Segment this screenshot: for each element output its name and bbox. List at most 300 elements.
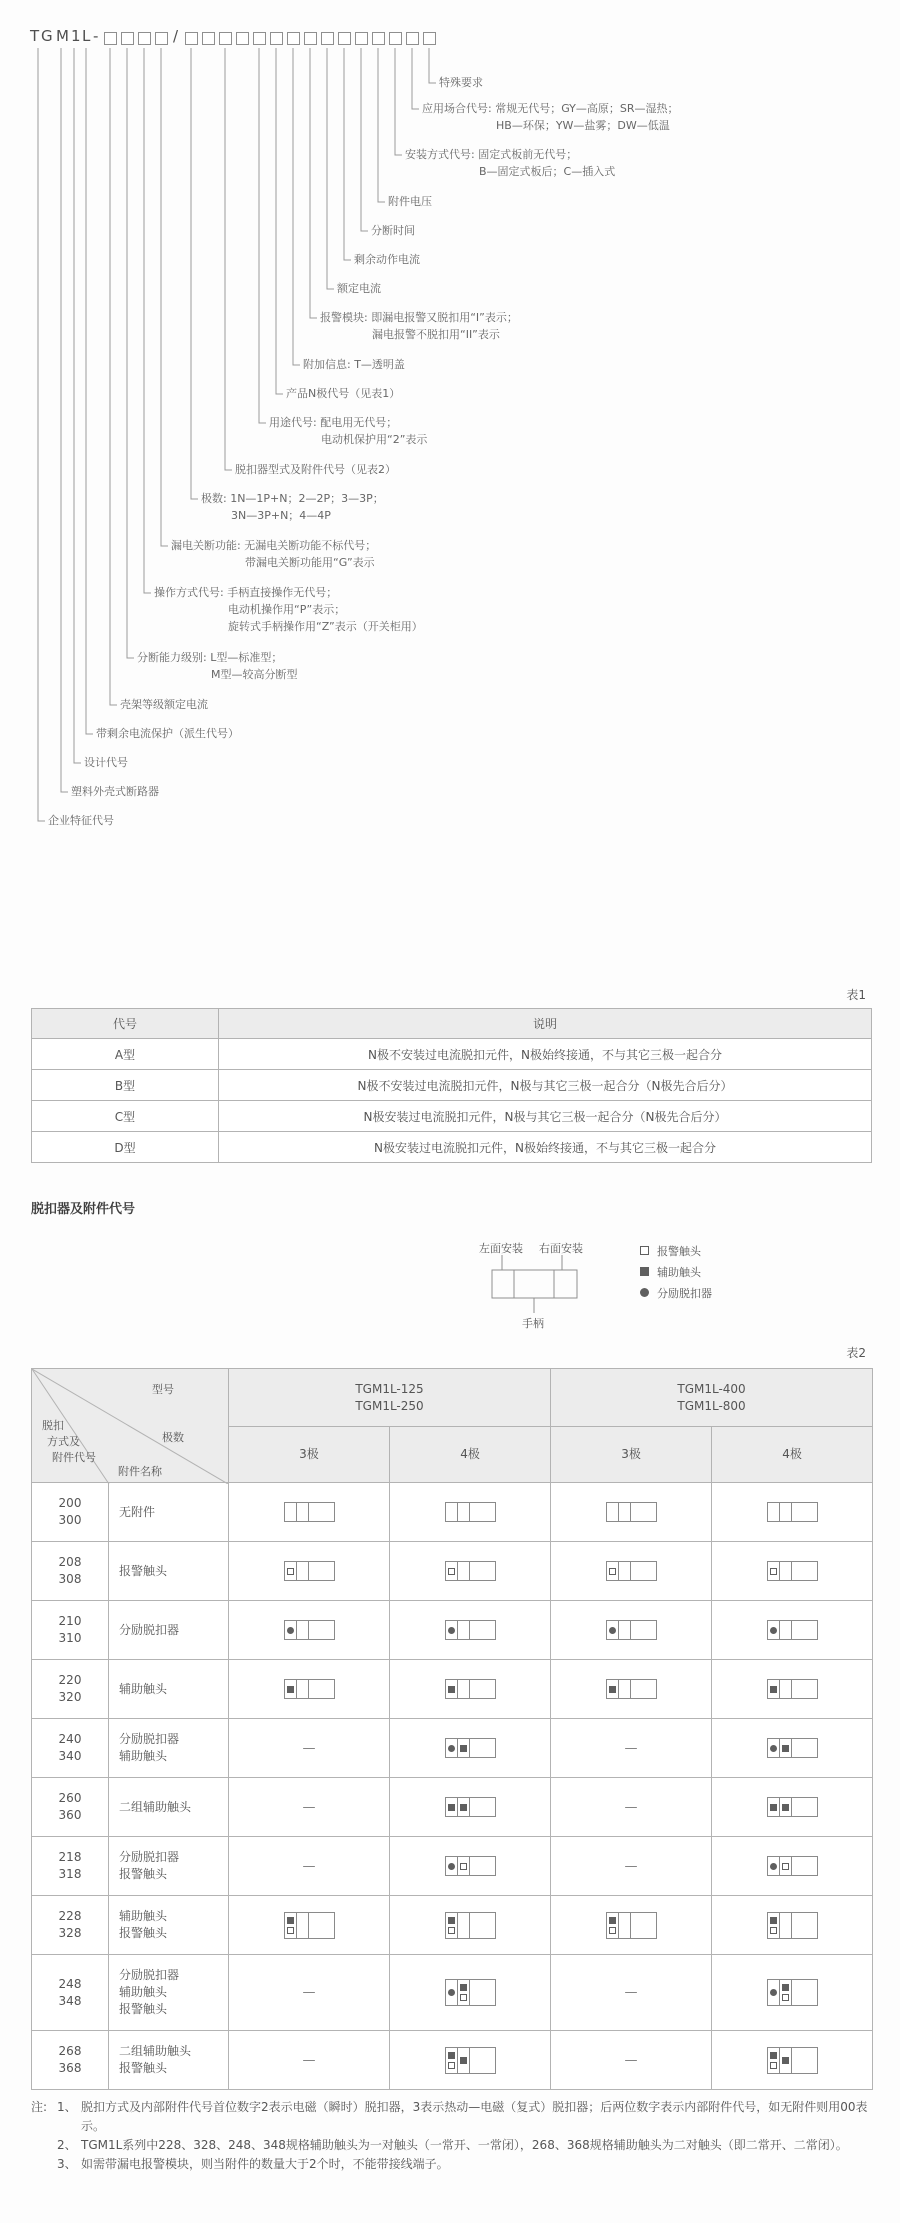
code-label-line: 设计代号 <box>84 756 128 769</box>
code-label-line: 3N—3P+N；4—4P <box>231 509 331 522</box>
model-code-char: T <box>30 27 40 45</box>
note-text: 脱扣方式及内部附件代号首位数字2表示电磁（瞬时）脱扣器，3表示热动—电磁（复式）脱扣器；后两位数字表示内部附件代号，如无附件则用00表示。 <box>81 2100 868 2133</box>
alarm-icon <box>640 1246 649 1255</box>
code-label <box>422 100 679 134</box>
configuration-cell: — <box>551 1837 712 1896</box>
icon-body <box>791 1620 818 1640</box>
note-item <box>57 2155 876 2174</box>
trip-code-cell <box>32 1837 109 1896</box>
trip-code-cell <box>32 1542 109 1601</box>
table2-row <box>32 1483 873 1542</box>
note-item <box>57 2136 876 2155</box>
configuration-cell <box>229 1483 390 1542</box>
model-code-char: M <box>56 27 69 45</box>
model-code-box <box>423 32 436 45</box>
trip-code: 268 <box>58 2044 82 2058</box>
model-code-box <box>236 32 249 45</box>
configuration-cell <box>390 1601 551 1660</box>
aux-symbol <box>460 1984 467 1991</box>
code-label <box>303 356 405 373</box>
icon-body <box>308 1561 335 1581</box>
model-code-box <box>155 32 168 45</box>
trip-code: 368 <box>58 2061 82 2075</box>
pole-header: 3极 <box>551 1427 712 1483</box>
aux-symbol <box>609 1686 616 1693</box>
table1-row <box>32 1039 872 1070</box>
model-name: TGM1L-125 <box>355 1381 424 1396</box>
connector-line <box>74 48 81 763</box>
accessory-name-line: 分励脱扣器 <box>119 1968 180 1982</box>
configuration-cell <box>390 1778 551 1837</box>
alarm-symbol <box>448 2062 455 2069</box>
configuration-cell <box>712 1483 873 1542</box>
shunt-symbol <box>770 1863 777 1870</box>
model-code-box <box>138 32 151 45</box>
accessory-section-heading: 脱扣器及附件代号 <box>31 1202 136 1217</box>
accessory-name-cell <box>109 1601 229 1660</box>
model-code-box <box>304 32 317 45</box>
table1-row <box>32 1132 872 1163</box>
table2-corner <box>32 1369 229 1483</box>
accessory-name-line: 报警触头 <box>119 1867 168 1881</box>
aux-symbol <box>460 1745 467 1752</box>
accessory-name-cell <box>109 1837 229 1896</box>
trip-code: 308 <box>58 1572 82 1586</box>
breaker-accessory-icon <box>445 1679 496 1699</box>
code-label-line: 产品N极代号（见表1） <box>286 387 401 400</box>
alarm-symbol <box>782 1863 789 1870</box>
code-label <box>320 309 518 343</box>
configuration-cell <box>712 1955 873 2031</box>
table2-row <box>32 1955 873 2031</box>
breaker-accessory-icon <box>284 1912 335 1939</box>
icon-body <box>791 1856 818 1876</box>
breaker-accessory-icon <box>445 1620 496 1640</box>
aux-symbol <box>782 1745 789 1752</box>
code-label-line: M型—较高分断型 <box>211 668 298 681</box>
breaker-accessory-icon <box>284 1679 335 1699</box>
model-name: TGM1L-250 <box>355 1398 424 1413</box>
alarm-symbol <box>609 1568 616 1575</box>
trip-code: 210 <box>58 1614 82 1628</box>
trip-code: 240 <box>58 1732 82 1746</box>
accessory-name-line: 二组辅助触头 <box>119 2044 192 2058</box>
model-code-box <box>202 32 215 45</box>
code-label-line: 电动机保护用“2”表示 <box>321 433 428 446</box>
configuration-cell <box>712 2031 873 2090</box>
connector-line <box>127 48 134 658</box>
icon-body <box>791 1912 818 1939</box>
configuration-cell <box>390 1896 551 1955</box>
table1 <box>31 1008 872 1163</box>
shunt-symbol <box>448 1989 455 1996</box>
code-label-line: 极数: 1N—1P+N；2—2P；3—3P； <box>201 492 384 505</box>
n-pole-type-cell: A型 <box>32 1039 219 1070</box>
configuration-cell <box>712 1778 873 1837</box>
code-label <box>137 649 298 683</box>
code-label-line: 壳架等级额定电流 <box>120 698 208 711</box>
configuration-cell: — <box>229 1955 390 2031</box>
right-mount-label: 右面安装 <box>539 1242 583 1255</box>
accessory-name-line: 辅助触头 <box>119 1985 168 1999</box>
configuration-cell <box>390 1483 551 1542</box>
breaker-accessory-icon <box>284 1620 335 1640</box>
connector-line <box>429 48 436 83</box>
table2-header-row <box>32 1369 873 1427</box>
breaker-accessory-icon <box>284 1561 335 1581</box>
legend-item <box>640 1282 712 1303</box>
breaker-accessory-icon <box>445 1561 496 1581</box>
connector-line <box>344 48 351 260</box>
aux-symbol <box>770 1917 777 1924</box>
code-label <box>269 414 427 448</box>
alarm-symbol <box>448 1927 455 1934</box>
code-label-line: 安装方式代号: 固定式板前无代号； <box>405 148 578 161</box>
accessory-name-cell <box>109 2031 229 2090</box>
notes-section <box>31 2098 876 2174</box>
breaker-accessory-icon <box>445 1738 496 1758</box>
n-pole-type-cell: C型 <box>32 1101 219 1132</box>
breaker-accessory-icon <box>606 1561 657 1581</box>
n-pole-type-cell: D型 <box>32 1132 219 1163</box>
connector-line <box>38 48 45 821</box>
configuration-cell <box>551 1601 712 1660</box>
icon-body <box>308 1912 335 1939</box>
trip-code: 218 <box>58 1850 82 1864</box>
code-label-line: 脱扣器型式及附件代号（见表2） <box>235 463 396 476</box>
table1-tag: 表1 <box>846 988 866 1002</box>
alarm-symbol <box>770 1568 777 1575</box>
accessory-name-line: 分励脱扣器 <box>119 1622 180 1637</box>
breaker-accessory-icon <box>445 1912 496 1939</box>
alarm-symbol <box>460 1994 467 2001</box>
breaker-accessory-icon <box>767 2047 818 2074</box>
model-code-box <box>287 32 300 45</box>
icon-body <box>469 1912 496 1939</box>
code-label-line: 带漏电关断功能用“G”表示 <box>245 556 375 569</box>
breaker-accessory-icon <box>767 1912 818 1939</box>
accessory-name-cell <box>109 1719 229 1778</box>
model-code-diagram <box>0 0 900 860</box>
code-label-line: 漏电报警不脱扣用“II”表示 <box>372 328 500 341</box>
connector-line <box>110 48 117 705</box>
legend-item <box>640 1261 712 1282</box>
configuration-cell <box>229 1542 390 1601</box>
shunt-symbol <box>609 1627 616 1634</box>
code-label <box>120 696 208 713</box>
icon-body <box>469 1797 496 1817</box>
configuration-cell <box>712 1542 873 1601</box>
n-pole-description-cell: N极安装过电流脱扣元件，N极始终接通，不与其它三极一起合分 <box>219 1132 872 1163</box>
breaker-accessory-icon <box>606 1502 657 1522</box>
trip-code: 310 <box>58 1631 82 1645</box>
icon-body <box>469 1979 496 2006</box>
code-label <box>388 193 432 210</box>
note-text: TGM1L系列中228、328、248、348规格辅助触头为一对触头（一常开、一常闭），268、368规格辅助触头为二对触头（即二常开、二常闭）。 <box>81 2138 848 2152</box>
breaker-accessory-icon <box>445 1856 496 1876</box>
alarm-symbol <box>770 1927 777 1934</box>
configuration-cell <box>390 1719 551 1778</box>
icon-body <box>308 1620 335 1640</box>
icon-body <box>791 1561 818 1581</box>
accessory-legend <box>640 1240 712 1303</box>
icon-body <box>469 1620 496 1640</box>
code-label <box>337 280 381 297</box>
configuration-cell <box>551 1896 712 1955</box>
trip-code-cell <box>32 1778 109 1837</box>
code-label <box>96 725 239 742</box>
accessory-name-line: 分励脱扣器 <box>119 1732 180 1746</box>
connector-line <box>378 48 385 202</box>
code-label <box>405 146 615 180</box>
configuration-cell: — <box>229 1719 390 1778</box>
corner-poles-label: 极数 <box>162 1431 184 1444</box>
icon-body <box>469 1856 496 1876</box>
icon-body <box>791 1679 818 1699</box>
accessory-name-cell <box>109 1542 229 1601</box>
alarm-symbol <box>287 1568 294 1575</box>
code-label <box>201 490 384 524</box>
trip-code-cell <box>32 1896 109 1955</box>
icon-body <box>469 1679 496 1699</box>
connector-line <box>144 48 151 593</box>
model-code-char: G <box>41 27 53 45</box>
code-label-line: 附件电压 <box>388 195 432 208</box>
model-code-box <box>355 32 368 45</box>
code-label-line: 剩余动作电流 <box>354 253 420 266</box>
n-pole-description-cell: N极安装过电流脱扣元件，N极与其它三极一起合分（N极先合后分） <box>219 1101 872 1132</box>
legend-label: 报警触头 <box>657 1244 701 1258</box>
table1-row <box>32 1101 872 1132</box>
connector-line <box>327 48 334 289</box>
pole-header: 3极 <box>229 1427 390 1483</box>
icon-body <box>791 1738 818 1758</box>
aux-symbol <box>448 1917 455 1924</box>
breaker-accessory-icon <box>606 1620 657 1640</box>
accessory-name-line: 辅助触头 <box>119 1909 168 1923</box>
table2-row <box>32 1837 873 1896</box>
configuration-cell <box>712 1719 873 1778</box>
configuration-cell <box>390 1955 551 2031</box>
code-label-line: 旋转式手柄操作用“Z”表示（开关柜用） <box>228 620 423 633</box>
trip-code: 208 <box>58 1555 82 1569</box>
shunt-symbol <box>770 1745 777 1752</box>
configuration-cell <box>712 1601 873 1660</box>
accessory-name-line: 报警触头 <box>119 1926 168 1940</box>
shunt-symbol <box>448 1745 455 1752</box>
icon-body <box>791 1797 818 1817</box>
model-code-box <box>270 32 283 45</box>
icon-body <box>630 1620 657 1640</box>
code-label-line: 报警模块: 即漏电报警又脱扣用“I”表示； <box>320 311 518 324</box>
corner-code-label-line: 脱扣 <box>42 1419 64 1432</box>
model-code-box <box>389 32 402 45</box>
table1-row <box>32 1070 872 1101</box>
corner-model-label: 型号 <box>152 1383 174 1396</box>
shunt-symbol <box>770 1989 777 1996</box>
aux-symbol <box>287 1686 294 1693</box>
code-label <box>71 783 159 800</box>
aux-symbol <box>770 1804 777 1811</box>
icon-body <box>791 2047 818 2074</box>
breaker-accessory-icon <box>445 1797 496 1817</box>
icon-body <box>630 1679 657 1699</box>
configuration-cell: — <box>551 2031 712 2090</box>
configuration-cell <box>551 1542 712 1601</box>
icon-body <box>791 1979 818 2006</box>
connector-line <box>61 48 68 792</box>
corner-accessory-label: 附件名称 <box>118 1465 162 1478</box>
connector-line <box>395 48 402 155</box>
breaker-accessory-icon <box>445 2047 496 2074</box>
code-label <box>154 584 423 635</box>
model-code-box <box>406 32 419 45</box>
icon-body <box>469 1561 496 1581</box>
left-mount-label: 左面安装 <box>479 1242 523 1255</box>
configuration-cell <box>229 1660 390 1719</box>
pole-header: 4极 <box>390 1427 551 1483</box>
breaker-accessory-icon <box>767 1679 818 1699</box>
code-label <box>439 74 483 91</box>
trip-code: 300 <box>58 1513 82 1527</box>
icon-body <box>308 1502 335 1522</box>
trip-code: 318 <box>58 1867 82 1881</box>
connector-line <box>276 48 283 394</box>
trip-code-cell <box>32 2031 109 2090</box>
table1-header-row <box>32 1009 872 1039</box>
aux-symbol <box>448 1686 455 1693</box>
accessory-name-line: 报警触头 <box>119 2061 168 2075</box>
code-label-line: B—固定式板后；C—插入式 <box>479 165 616 178</box>
configuration-cell <box>229 1601 390 1660</box>
icon-body <box>791 1502 818 1522</box>
code-label <box>354 251 420 268</box>
alarm-symbol <box>448 1568 455 1575</box>
accessory-name-line: 分励脱扣器 <box>119 1850 180 1864</box>
breaker-accessory-icon <box>767 1502 818 1522</box>
pole-header: 4极 <box>712 1427 873 1483</box>
trip-code-cell <box>32 1483 109 1542</box>
connector-line <box>259 48 266 423</box>
code-label-line: 用途代号: 配电用无代号； <box>269 416 398 429</box>
legend-label: 分励脱扣器 <box>657 1286 712 1300</box>
trip-code: 320 <box>58 1690 82 1704</box>
code-label <box>84 754 128 771</box>
configuration-cell <box>712 1837 873 1896</box>
code-label <box>48 812 114 829</box>
table2-row <box>32 2031 873 2090</box>
connector-line <box>412 48 419 109</box>
alarm-symbol <box>770 2062 777 2069</box>
n-pole-description-cell: N极不安装过电流脱扣元件，N极与其它三极一起合分（N极先合后分） <box>219 1070 872 1101</box>
table1-header-cell: 代号 <box>32 1009 219 1039</box>
breaker-accessory-icon <box>767 1856 818 1876</box>
aux-symbol <box>287 1917 294 1924</box>
configuration-cell: — <box>229 2031 390 2090</box>
connector-line <box>191 48 198 499</box>
note-number: 2、 <box>57 2138 77 2152</box>
model-code-char: L <box>82 27 91 45</box>
breaker-accessory-icon <box>445 1979 496 2006</box>
accessory-name-line: 辅助触头 <box>119 1681 168 1696</box>
icon-body <box>630 1912 657 1939</box>
table2 <box>31 1368 873 2090</box>
trip-code: 348 <box>58 1993 82 2008</box>
code-label-line: 操作方式代号: 手柄直接操作无代号； <box>154 586 338 599</box>
configuration-cell <box>551 1660 712 1719</box>
accessory-name-line: 报警触头 <box>119 2002 168 2016</box>
trip-code: 360 <box>58 1808 82 1822</box>
shunt-symbol <box>287 1627 294 1634</box>
code-label-line: 漏电关断功能: 无漏电关断功能不标代号； <box>171 539 377 552</box>
model-code-char: - <box>93 27 99 45</box>
accessory-name-line: 无附件 <box>119 1504 156 1519</box>
mounting-diagram <box>452 1234 632 1334</box>
table2-row <box>32 1778 873 1837</box>
icon-body <box>469 1738 496 1758</box>
code-label <box>171 537 376 571</box>
alarm-symbol <box>287 1927 294 1934</box>
model-code-box <box>321 32 334 45</box>
notes-list <box>57 2098 876 2174</box>
trip-code-cell <box>32 1601 109 1660</box>
configuration-cell <box>390 1660 551 1719</box>
trip-code-cell <box>32 1719 109 1778</box>
breaker-accessory-icon <box>767 1738 818 1758</box>
accessory-name-line: 二组辅助触头 <box>119 1799 192 1814</box>
connector-line <box>361 48 368 231</box>
trip-code: 200 <box>58 1496 82 1510</box>
alarm-symbol <box>782 1994 789 2001</box>
aux-symbol <box>782 2057 789 2064</box>
aux-symbol <box>782 1804 789 1811</box>
icon-body <box>630 1561 657 1581</box>
configuration-cell <box>712 1896 873 1955</box>
trip-code: 340 <box>58 1749 82 1763</box>
icon-body <box>630 1502 657 1522</box>
accessory-name-cell <box>109 1955 229 2031</box>
shunt-icon <box>640 1288 649 1297</box>
model-code-box <box>104 32 117 45</box>
table2-row <box>32 1896 873 1955</box>
configuration-cell <box>390 1837 551 1896</box>
aux-symbol <box>448 1804 455 1811</box>
configuration-cell <box>390 2031 551 2090</box>
trip-code-cell <box>32 1955 109 2031</box>
table2-row <box>32 1542 873 1601</box>
accessory-name-line: 报警触头 <box>119 1563 168 1578</box>
model-code-box <box>121 32 134 45</box>
note-text: 如需带漏电报警模块，则当附件的数量大于2个时，不能带接线端子。 <box>81 2157 449 2171</box>
configuration-cell: — <box>551 1955 712 2031</box>
corner-code-label-line: 方式及 <box>47 1435 80 1448</box>
alarm-symbol <box>609 1927 616 1934</box>
table2-row <box>32 1601 873 1660</box>
legend-label: 辅助触头 <box>657 1265 701 1279</box>
model-group-header <box>229 1369 551 1427</box>
table2-row <box>32 1660 873 1719</box>
trip-code: 248 <box>58 1976 82 1991</box>
icon-body <box>308 1679 335 1699</box>
model-code-slash: / <box>173 27 179 45</box>
breaker-accessory-icon <box>767 1797 818 1817</box>
model-name: TGM1L-400 <box>677 1381 746 1396</box>
configuration-cell <box>229 1896 390 1955</box>
accessory-name-cell <box>109 1483 229 1542</box>
accessory-name-line: 辅助触头 <box>119 1749 168 1763</box>
code-label-line: HB—环保；YW—盐雾；DW—低温 <box>496 119 670 132</box>
connector-line <box>225 48 232 470</box>
